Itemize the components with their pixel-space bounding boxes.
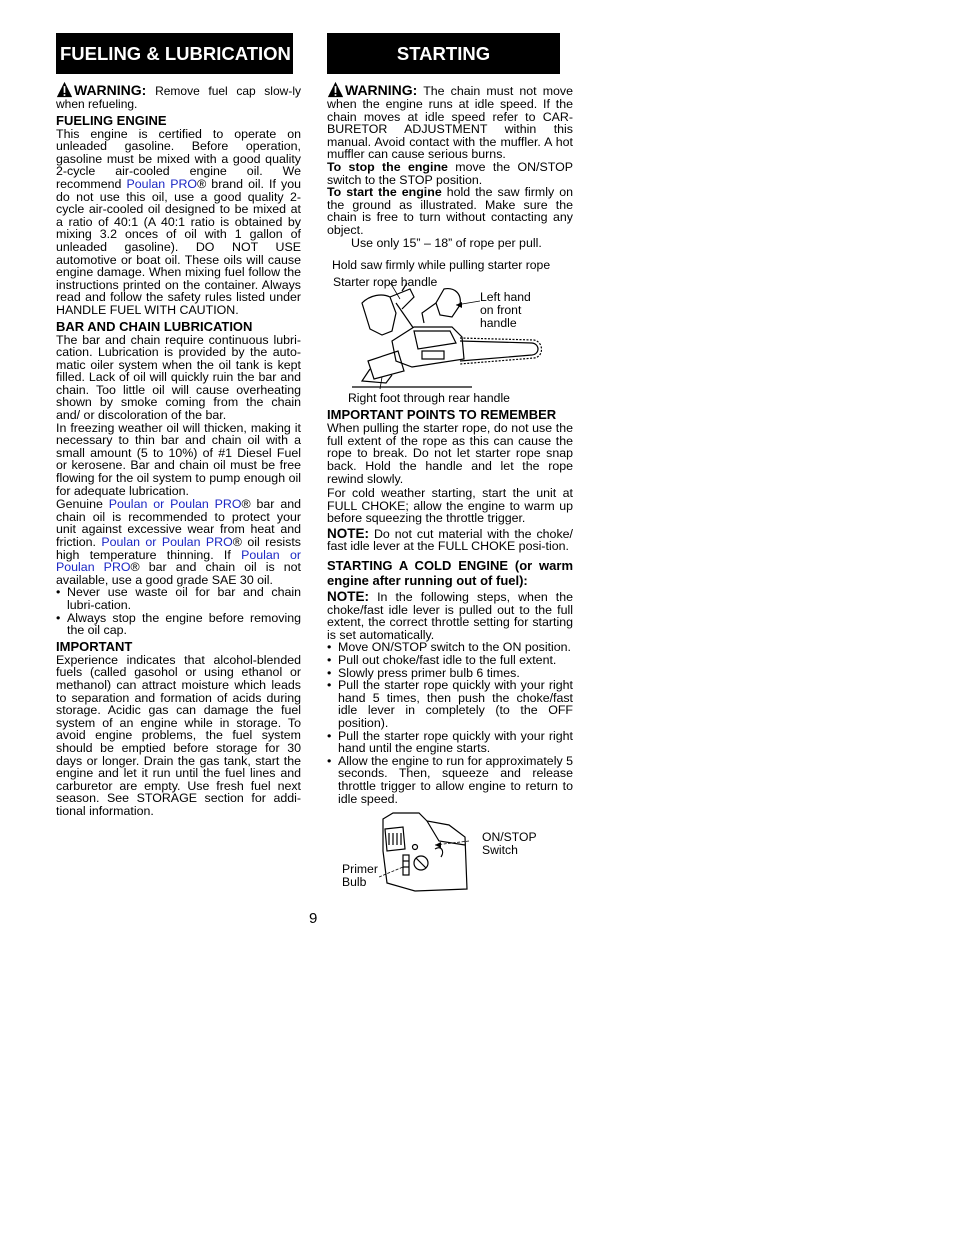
warning-label: WARNING: (345, 82, 418, 98)
important-points-paragraph-1: When pulling the starter rope, do not use the full extent of the rope as this can cause the rope to break. Do not let starter rope snap back. Hold the handle and let the rope rewind slowly. (327, 421, 573, 486)
note-label: NOTE: (327, 589, 369, 605)
on-stop-switch-label: ON/STOP Switch (482, 830, 537, 858)
note-text: In the following steps, when the choke/fast idle lever is pulled out to the full extent, the correct throttle setting for starting is set automatically. (327, 590, 573, 642)
cold-start-steps (327, 641, 573, 805)
start-engine-paragraph (327, 186, 573, 236)
list-item: • Move ON/STOP switch to the ON position. (327, 641, 573, 654)
warning-triangle-icon (327, 81, 344, 98)
list-item: • Slowly press primer bulb 6 times. (327, 667, 573, 680)
stop-engine-paragraph (327, 161, 573, 186)
throttle-note (327, 591, 573, 641)
list-item: • Pull the starter rope quickly with your right hand until the engine starts. (327, 730, 573, 755)
brand-name: Poulan or Poulan PRO (108, 497, 242, 512)
fueling-warning (56, 81, 301, 111)
chainsaw-starting-illustration (352, 283, 542, 391)
brand-name: Poulan or Poulan PRO (101, 535, 233, 549)
bar-text-d: ® bar and chain oil is not available, use a good grade SAE 30 oil. (56, 560, 301, 587)
starting-header: STARTING (327, 33, 560, 74)
list-item: • Pull the starter rope quickly with your right hand 5 times, then push the choke/fast idle lever in completely (to the OFF position). (327, 679, 573, 729)
fueling-lubrication-column (56, 33, 301, 817)
list-item: • Never use waste oil for bar and chain lubri-cation. (56, 586, 301, 611)
cold-engine-heading: STARTING A COLD ENGINE (or warm engine after running out of fuel): (327, 558, 573, 588)
fueling-engine-heading: FUELING ENGINE (56, 112, 167, 128)
bar-chain-paragraph-1: The bar and chain require continuous lubri-cation. Lubrication is provided by the auto-matic oiler system when the oil tank is kept filled. Lack of oil will quickly ruin the bar and chain. Too little oil will cause overheating shown by smoke coming from the chain and/ or discoloration of the bar. (56, 332, 301, 423)
starting-column (327, 33, 573, 893)
fueling-text-a: This engine is certified to operate on unleaded gasoline. Before operation, gasoline must be mixed with a good quality 2-cycle air-cooled engine oil. We recommend (56, 126, 301, 191)
brand-name: Poulan PRO (126, 176, 198, 191)
note-label: NOTE: (327, 525, 369, 541)
warning-text: Remove fuel cap slow-ly when refueling. (56, 84, 301, 111)
fueling-lubrication-header: FUELING & LUBRICATION (56, 33, 293, 74)
warning-label: WARNING: (74, 82, 147, 98)
stop-engine-text: move the ON/STOP switch to the STOP position. (327, 159, 573, 187)
fueling-engine-paragraph (56, 128, 301, 317)
starting-figure (327, 253, 573, 407)
starter-rope-handle-label: Starter rope handle (333, 275, 438, 290)
list-item: • Allow the engine to run for approximately 5 seconds. Then, squeeze and release throttle trigger to allow engine to return to idle speed. (327, 755, 573, 805)
stop-engine-label: To stop the engine (327, 159, 448, 174)
important-heading: IMPORTANT (56, 638, 133, 654)
bar-text-c: ® oil resists high temperature thinning. If (56, 535, 301, 562)
warning-text: The chain must not move when the engine runs at idle speed. If the chain moves at idle speed refer to CAR-BURETOR ADJUSTMENT within this manual. Avoid contact with the muffler. A hot muffler can cause serious burns. (327, 84, 573, 162)
warning-triangle-icon (56, 81, 73, 98)
start-engine-label: To start the engine (327, 185, 442, 200)
saw-controls-illustration (379, 811, 471, 893)
choke-note (327, 525, 573, 554)
controls-figure (327, 807, 573, 893)
page-number: 9 (309, 910, 318, 927)
note-text: Do not cut material with the choke/ fast idle lever at the FULL CHOKE posi-tion. (327, 526, 573, 554)
starting-warning (327, 81, 573, 161)
list-item: • Always stop the engine before removing the oil cap. (56, 612, 301, 637)
left-hand-label: Left hand on front handle (480, 290, 531, 331)
bar-chain-paragraph-2: In freezing weather oil will thicken, making it necessary to thin bar and chain oil with a small amount (5 to 10%) of #1 Diesel Fuel or kerosene. Bar and chain oil must be free flowing for the oil system to pump enough oil for adequate lubrication. (56, 420, 301, 498)
right-foot-label: Right foot through rear handle (348, 391, 510, 406)
bar-text-b: ® bar and chain oil is recommended to protect your unit against excessive wear from heat and friction. (56, 497, 301, 549)
figure-caption: Hold saw firmly while pulling starter rope (332, 258, 551, 273)
list-item: • Pull out choke/fast idle to the full extent. (327, 654, 573, 667)
bar-text-a: Genuine (56, 497, 103, 512)
bar-chain-bullets (56, 586, 301, 636)
bar-chain-paragraph-3 (56, 498, 301, 586)
important-points-heading: IMPORTANT POINTS TO REMEMBER (327, 407, 557, 423)
bar-chain-heading: BAR AND CHAIN LUBRICATION (56, 318, 253, 334)
primer-bulb-label: Primer Bulb (342, 862, 378, 890)
start-engine-text: hold the saw firmly on the ground as illustrated. Make sure the chain is free to turn without contacting any object. (327, 185, 573, 237)
important-points-paragraph-2: For cold weather starting, start the unit at FULL CHOKE; allow the engine to warm up before squeezing the throttle trigger. (327, 486, 573, 526)
important-paragraph: Experience indicates that alcohol-blended fuels (called gasohol or using ethanol or methanol) can attract moisture which leads to separation and formation of acids during storage. Acidic gas can damage the fuel system of an engine while in storage. To avoid engine problems, the fuel system should be emptied before storage for 30 days or longer. Drain the gas tank, start the engine and let it run until the fuel lines and carburetor are empty. Use fresh fuel next season. See STORAGE section for addi-tional information. (56, 652, 301, 818)
fueling-text-b: ® brand oil. If you do not use this oil, use a good quality 2-cycle air-cooled oil designed to be mixed at a ratio of 40:1 (A 40:1 ratio is obtained by mixing 3.2 onces of oil with 1 gallon of unleaded gasoline). DO NOT USE automotive or boat oil. These oils will cause engine damage. When mixing fuel follow the instructions printed on the container. Always read and follow the safety rules listed under HANDLE FUEL WITH CAUTION. (56, 176, 302, 317)
rope-note: Use only 15” – 18” of rope per pull. (351, 235, 542, 250)
brand-name: Poulan or Poulan PRO (56, 547, 301, 575)
